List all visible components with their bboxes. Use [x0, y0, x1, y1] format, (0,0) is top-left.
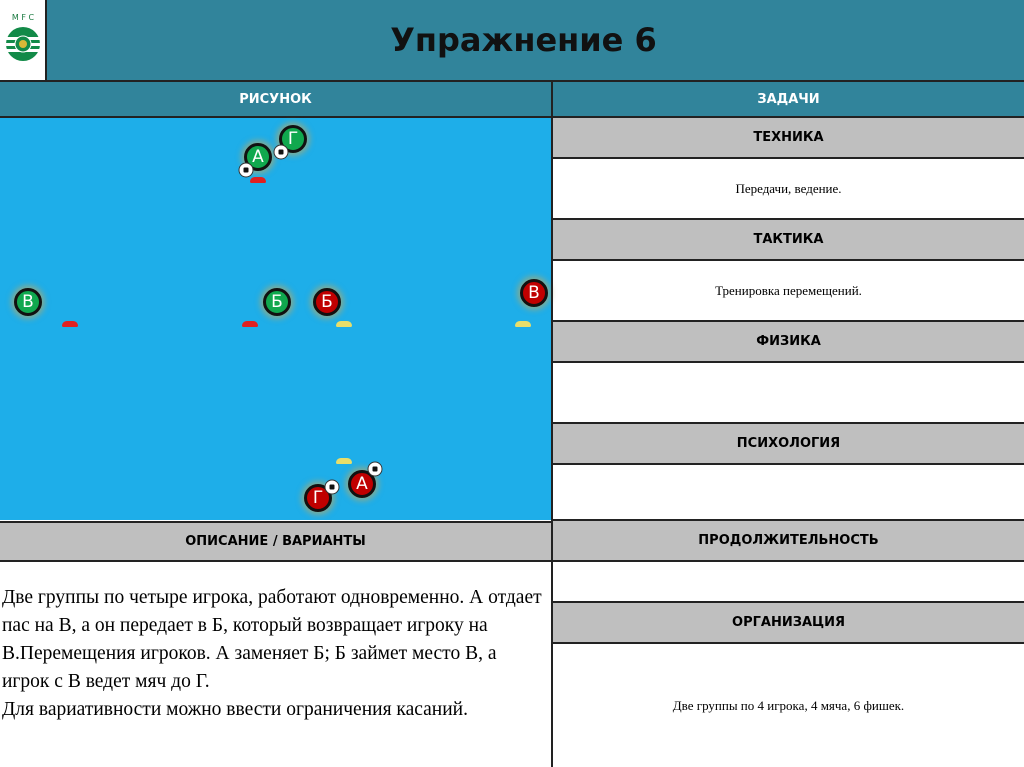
technique-value: Передачи, ведение. — [553, 159, 1024, 220]
organization-value: Две группы по 4 игрока, 4 мяча, 6 фишек. — [672, 697, 905, 713]
description-text: Две группы по четыре игрока, работают одновременно. А отдает пас на В, а он передает в Б, который возвращает игроку на В.Перемещения игроков. А заменяет Б; Б займет место В, а игрок с В ведет мяч до Г. Для вариативности можно ввести ограничения касаний. — [2, 587, 542, 720]
page-title: Упражнение 6 — [390, 21, 657, 59]
tactics-value: Тренировка перемещений. — [553, 261, 1024, 322]
ball-icon — [239, 163, 254, 178]
cone-icon — [336, 321, 352, 327]
physics-header: ФИЗИКА — [553, 322, 1024, 363]
player-red-b: Б — [313, 288, 341, 316]
description-header: ОПИСАНИЕ / ВАРИАНТЫ — [0, 521, 551, 562]
player-green-v: В — [14, 288, 42, 316]
player-red-a: А — [348, 470, 376, 498]
duration-value — [553, 562, 1024, 603]
cone-icon — [250, 177, 266, 183]
drill-diagram — [0, 118, 551, 520]
technique-header: ТЕХНИКА — [553, 118, 1024, 159]
organization-header: ОРГАНИЗАЦИЯ — [553, 603, 1024, 644]
psychology-value — [553, 465, 1024, 521]
title-bar — [47, 0, 1024, 82]
player-green-g: Г — [279, 125, 307, 153]
psychology-header: ПСИХОЛОГИЯ — [553, 424, 1024, 465]
cone-icon — [515, 321, 531, 327]
svg-text:M F C: M F C — [11, 13, 34, 22]
player-red-v: В — [520, 279, 548, 307]
ball-icon — [325, 480, 340, 495]
tasks-header: ЗАДАЧИ — [553, 82, 1024, 118]
player-green-a: А — [244, 143, 272, 171]
physics-value — [553, 363, 1024, 424]
tactics-header: ТАКТИКА — [553, 220, 1024, 261]
ball-icon — [368, 462, 383, 477]
cone-icon — [62, 321, 78, 327]
player-red-g: Г — [304, 484, 332, 512]
club-logo — [0, 0, 47, 82]
cone-icon — [242, 321, 258, 327]
duration-header: ПРОДОЛЖИТЕЛЬНОСТЬ — [553, 521, 1024, 562]
player-green-b: Б — [263, 288, 291, 316]
cone-icon — [336, 458, 352, 464]
picture-header: РИСУНОК — [0, 82, 551, 118]
ball-icon — [274, 145, 289, 160]
